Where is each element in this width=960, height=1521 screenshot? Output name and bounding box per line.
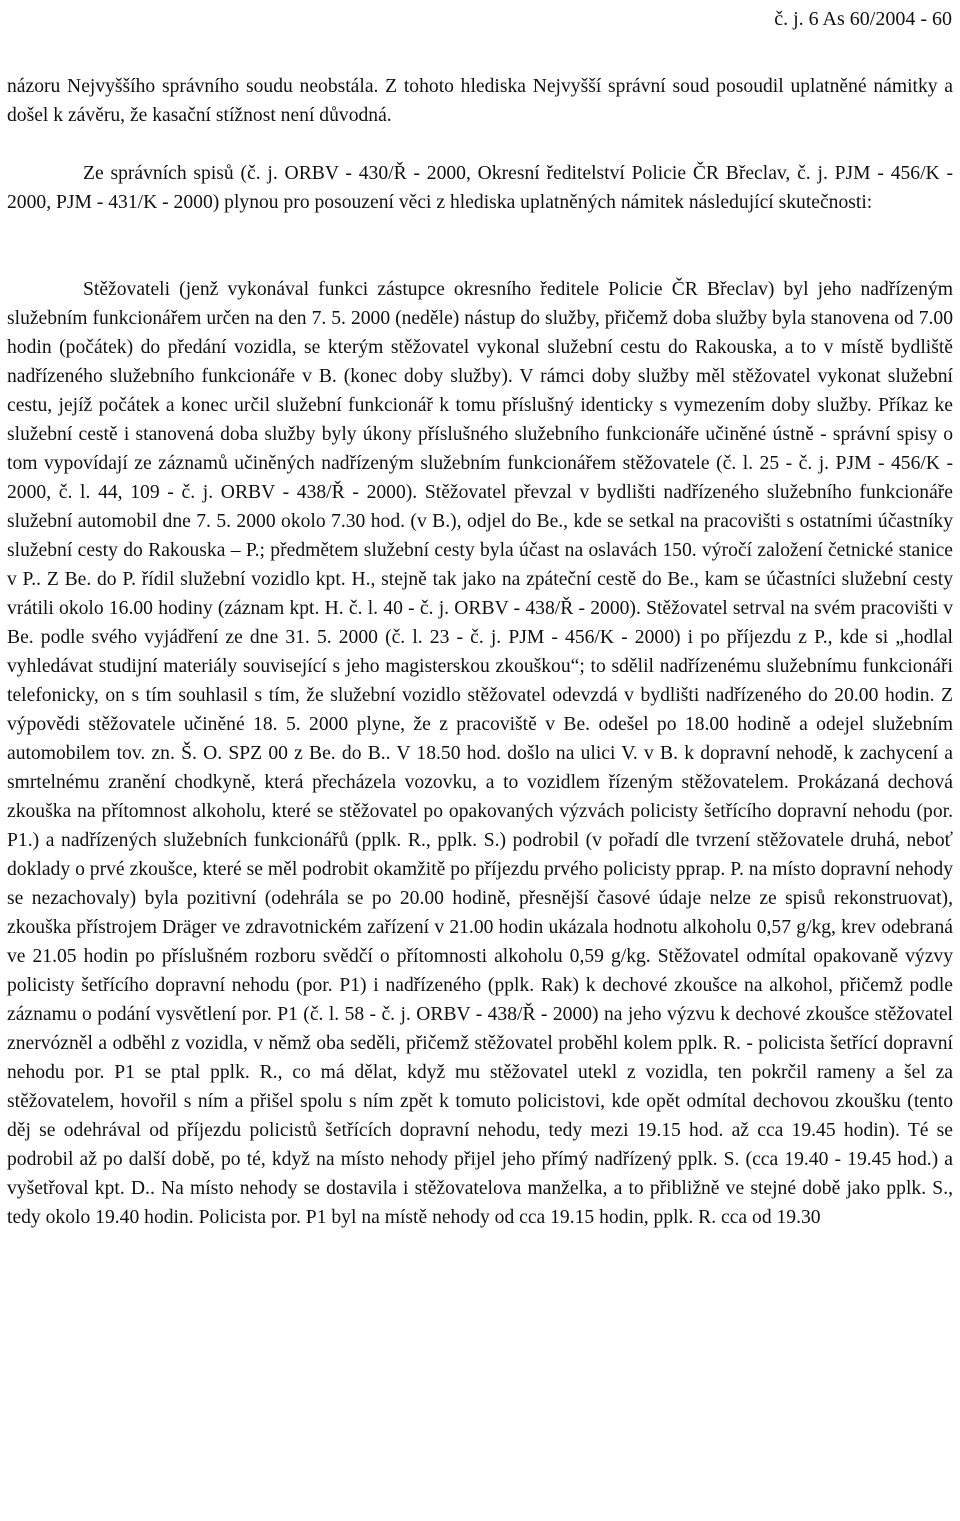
paragraph-court-conclusion: názoru Nejvyššího správního soudu neobstála. Z tohoto hlediska Nejvyšší správní soud posoudil uplatněné námitky a došel k závěru, že kasační stížnost není důvodná. bbox=[7, 76, 953, 126]
paragraph-administrative-files: Ze správních spisů (č. j. ORBV - 430/Ř - 2000, Okresní ředitelství Policie ČR Břeclav, č. j. PJM - 456/K - 2000, PJM - 431/K - 2000) plynou pro posouzení věci z hlediska uplatněných námitek následující skutečnosti: bbox=[7, 163, 953, 213]
paragraph-facts: Stěžovateli (jenž vykonával funkci zástupce okresního ředitele Policie ČR Břeclav) byl jeho nadřízeným služebním funkcionářem určen na den 7. 5. 2000 (neděle) nástup do služby, přičemž doba služby byla stanovena od 7.00 hodin (počátek) do předání vozidla, se kterým stěžovatel vykonal služební cestu do Rakouska, a to v místě bydliště nadřízeného služebního funkcionáře v B. (konec doby služby). V rámci doby služby měl stěžovatel vykonat služební cestu, jejíž počátek a konec určil služební funkcionář k tomu příslušný identicky s vymezením doby služby. Příkaz ke služební cestě i stanovená doba služby byly úkony příslušného služebního funkcionáře učiněné ústně - správní spisy o tom vypovídají ze záznamů učiněných nadřízeným služebním funkcionářem stěžovatele (č. l. 25 - č. j. PJM - 456/K - 2000, č. l. 44, 109 - č. j. ORBV - 438/Ř - 2000). Stěžovatel převzal v bydlišti nadřízeného služebního funkcionáře služební automobil dne 7. 5. 2000 okolo 7.30 hod. (v B.), odjel do Be., kde se setkal na pracovišti s ostatními účastníky služební cesty do Rakouska – P.; předmětem služební cesty byla účast na oslavách 150. výročí založení četnické stanice v P.. Z Be. do P. řídil služební vozidlo kpt. H., stejně tak jako na zpáteční cestě do Be., kam se účastníci služební cesty vrátili okolo 16.00 hodiny (záznam kpt. H. č. l. 40 - č. j. ORBV - 438/Ř - 2000). Stěžovatel setrval na svém pracovišti v Be. podle svého vyjádření ze dne 31. 5. 2000 (č. l. 23 - č. j. PJM - 456/K - 2000) i po příjezdu z P., kde si „hodlal vyhledávat studijní materiály související s jeho magisterskou zkouškou“; to sdělil nadřízenému služebnímu funkcionáři telefonicky, on s tím souhlasil s tím, že služební vozidlo stěžovatel odevzdá v bydlišti nadřízeného do 20.00 hodin. Z výpovědi stěžovatele učiněné 18. 5. 2000 plyne, že z pracoviště v Be. odešel po 18.00 hodině a odejel služebním automobilem tov. zn. Š. O. SPZ 00 z Be. do B.. V 18.50 hod. došlo na ulici V. v B. k dopravní nehodě, k zachycení a smrtelnému zranění chodkyně, která přecházela vozovku, a to vozidlem řízeným stěžovatelem. Prokázaná dechová zkouška na přítomnost alkoholu, které se stěžovatel po opakovaných výzvách policisty šetřícího dopravní nehodu (por. P1.) a nadřízených služebních funkcionářů (pplk. R., pplk. S.) podrobil (v pořadí dle tvrzení stěžovatele druhá, neboť doklady o prvé zkoušce, které se měl podrobit okamžitě po příjezdu prvého policisty pprap. P. na místo dopravní nehody se nezachovaly) byla pozitivní (odehrála se po 20.00 hodině, přesnější časové údaje nelze ze spisů rekonstruovat), zkouška přístrojem Dräger ve zdravotnickém zařízení v 21.00 hodin ukázala hodnotu alkoholu 0,57 g/kg, krev odebraná ve 21.05 hodin po příslušném rozboru svědčí o přítomnosti alkoholu 0,59 g/kg. Stěžovatel odmítal opakovaně výzvy policisty šetřícího dopravní nehodu (por. P1) i nadřízeného (pplk. Rak) k dechové zkoušce na alkohol, přičemž podle záznamu o podání vysvětlení por. P1 (č. l. 58 - č. j. ORBV - 438/Ř - 2000) na jeho výzvu k dechové zkoušce stěžovatel znervózněl a odběhl z vozidla, v němž oba seděli, přičemž stěžovatel proběhl kolem pplk. R. - policista šetřící dopravní nehodu por. P1 se ptal pplk. R., co má dělat, když mu stěžovatel utekl z vozidla, ten pokrčil rameny a šel za stěžovatelem, hovořil s ním a přišel spolu s ním zpět k tomuto policistovi, kde opět odmítal dechovou zkoušku (tento děj se odehrával od příjezdu policistů šetřících dopravní nehodu, tedy mezi 19.15 hod. až cca 19.45 hodin). Té se podrobil až po další době, po té, když na místo nehody přijel jeho přímý nadřízený pplk. S. (cca 19.40 - 19.45 hod.) a vyšetřoval kpt. D.. Na místo nehody se dostavila i stěžovatelova manželka, a to přibližně ve stejné době jako pplk. S., tedy okolo 19.40 hodin. Policista por. P1 byl na místě nehody od cca 19.15 hodin, pplk. R. cca od 19.30 bbox=[7, 279, 953, 1228]
case-reference-header: č. j. 6 As 60/2004 - 60 bbox=[774, 8, 952, 30]
